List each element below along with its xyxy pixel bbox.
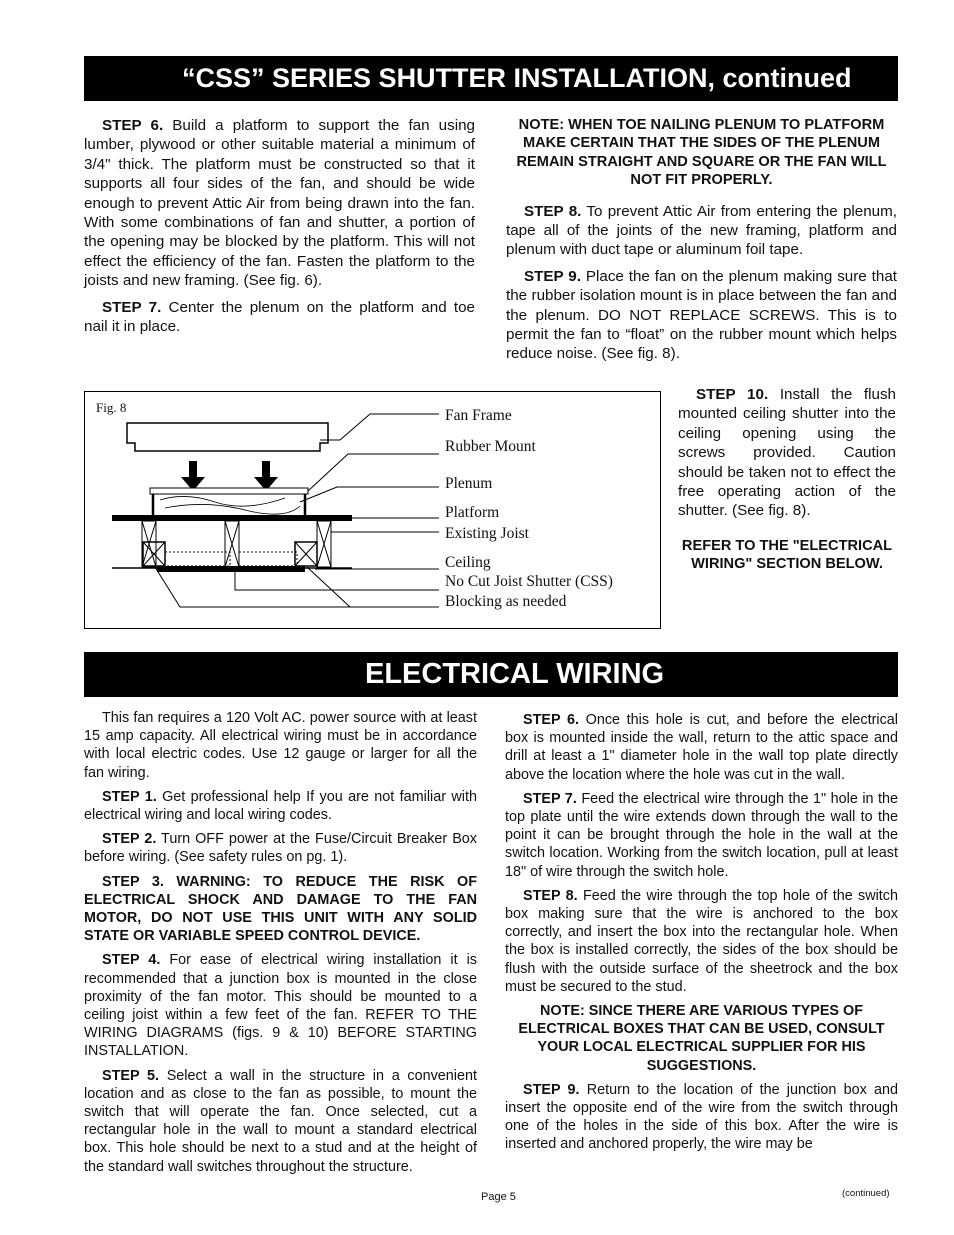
electrical-left-column — [84, 709, 477, 1182]
step-paragraph: STEP 6. Once this hole is cut, and before the electrical box is mounted inside the wall, return to the attic space and drill at least a 1" diameter hole in the wall top plate directly above the location where the hole was cut in the wall. — [505, 712, 899, 783]
step-paragraph: STEP 4. For ease of electrical wiring installation it is recommended that a junction box is mounted in the close proximity of the fan motor. This should be mounted to a ceiling joist within a few feet of the fan. REFER TO THE WIRING DIAGRAMS (figs. 9 & 10) BEFORE STARTING INSTALLATION. — [84, 952, 478, 1060]
step-paragraph: STEP 8. To prevent Attic Air from entering the plenum, tape all of the joints of the new framing, platform and plenum with duct tape or aluminum foil tape. — [506, 202, 897, 259]
refer-note: REFER TO THE "ELECTRICAL WIRING" SECTION BELOW. — [681, 537, 893, 573]
step-paragraph: STEP 2. Turn OFF power at the Fuse/Circuit Breaker Box before wiring. (See safety rules on pg. 1). — [84, 831, 477, 866]
shutter-diagram — [85, 392, 660, 628]
callout-rubber-mount: Rubber Mount — [445, 438, 536, 455]
step10-column — [678, 385, 896, 581]
plenum-note: NOTE: WHEN TOE NAILING PLENUM TO PLATFORM MAKE CERTAIN THAT THE SIDES OF THE PLENUM REMAIN STRAIGHT AND SQUARE OR THE FAN WILL NOT FIT PROPERLY. — [516, 117, 887, 189]
figure-8 — [84, 391, 661, 629]
figure-label: Fig. 8 — [96, 400, 127, 415]
callout-existing-joist: Existing Joist — [445, 525, 529, 542]
callout-blocking: Blocking as needed — [445, 593, 567, 610]
shutter-right-column — [506, 116, 897, 371]
step-paragraph: STEP 9. Place the fan on the plenum making sure that the rubber isolation mount is in place between the fan and the plenum. DO NOT REPLACE SCREWS. This is to permit the fan to “float” on the rubber mount which helps reduce noise. (See fig. 8). — [506, 267, 897, 363]
page-number: Page 5 — [481, 1191, 516, 1203]
callout-shutter: No Cut Joist Shutter (CSS) — [445, 573, 613, 590]
callout-plenum: Plenum — [445, 475, 493, 492]
intro-paragraph: This fan requires a 120 Volt AC. power source with at least 15 amp capacity. All electrical wiring must be in accordance with local electric codes. Use 12 gauge or larger for all the fan wiring. — [84, 710, 477, 781]
step-paragraph: STEP 9. Return to the location of the junction box and insert the opposite end of the wire from the switch through one of the holes in the side of this box. After the wire is inserted and anchored properly, the wire may be — [505, 1081, 899, 1153]
callout-fan-frame: Fan Frame — [445, 407, 512, 424]
electrical-right-column — [505, 711, 898, 1160]
electrical-box-note: NOTE: SINCE THERE ARE VARIOUS TYPES OF ELECTRICAL BOXES THAT CAN BE USED, CONSULT YOUR LOCAL ELECTRICAL SUPPLIER FOR HIS SUGGESTIONS. — [518, 1003, 885, 1074]
step-paragraph: STEP 7. Center the plenum on the platform and toe nail it in place. — [84, 298, 475, 336]
step-paragraph: STEP 10. Install the flush mounted ceiling shutter into the ceiling opening using the screws provided. Caution should be taken not to effect the free operating action of the shutter. (See fig. 8). — [678, 386, 896, 520]
shutter-left-column — [84, 116, 475, 343]
section-title-electrical: ELECTRICAL WIRING — [84, 652, 898, 697]
section-title-shutter: “CSS” SERIES SHUTTER INSTALLATION, continued — [84, 56, 898, 101]
callout-ceiling: Ceiling — [445, 554, 491, 571]
callout-platform: Platform — [445, 504, 500, 521]
step-paragraph: STEP 5. Select a wall in the structure in a convenient location and as close to the fan as possible, to mount the switch that will operate the fan. Once selected, cut a rectangular hole in the wall to mount a standard electrical box. This hole should be next to a stud and at the height of the standard wall switches throughout the structure. — [84, 1067, 477, 1175]
step-paragraph: STEP 1. Get professional help If you are not familiar with electrical wiring and local wiring codes. — [84, 788, 478, 824]
step-paragraph: STEP 8. Feed the wire through the top hole of the switch box making sure that the wire is anchored to the box correctly, and insert the box into the rectangular hole. When the box is installed correctly, the sides of the box should be flush with the outside surface of the sheetrock and the box must be secured to the stud. — [505, 887, 899, 995]
continued-note: (continued) — [842, 1188, 890, 1199]
step-paragraph: STEP 7. Feed the electrical wire through the 1" hole in the top plate until the wire extends down through the wall to the point it can be brought through the hole in the wall at the switch location. Working from the switch location, pull at least 18" of wire through the switch hole. — [505, 790, 899, 880]
step-paragraph: STEP 6. Build a platform to support the fan using lumber, plywood or other suitable material a minimum of 3/4" thick. The platform must be constructed so that it supports all four sides of the fan, and should be wide enough to prevent Attic Air from being drawn into the fan. With some combinations of fan and shutter, a portion of the opening may be blocked by the platform. This will not effect the efficiency of the fan. Fasten the platform to the joists and new framing. (See fig. 6). — [84, 117, 475, 290]
step-warning: STEP 3. WARNING: TO REDUCE THE RISK OF ELECTRICAL SHOCK AND DAMAGE TO THE FAN MOTOR, DO NOT USE THIS UNIT WITH ANY SOLID STATE OR VARIABLE SPEED CONTROL DEVICE. — [84, 873, 478, 945]
